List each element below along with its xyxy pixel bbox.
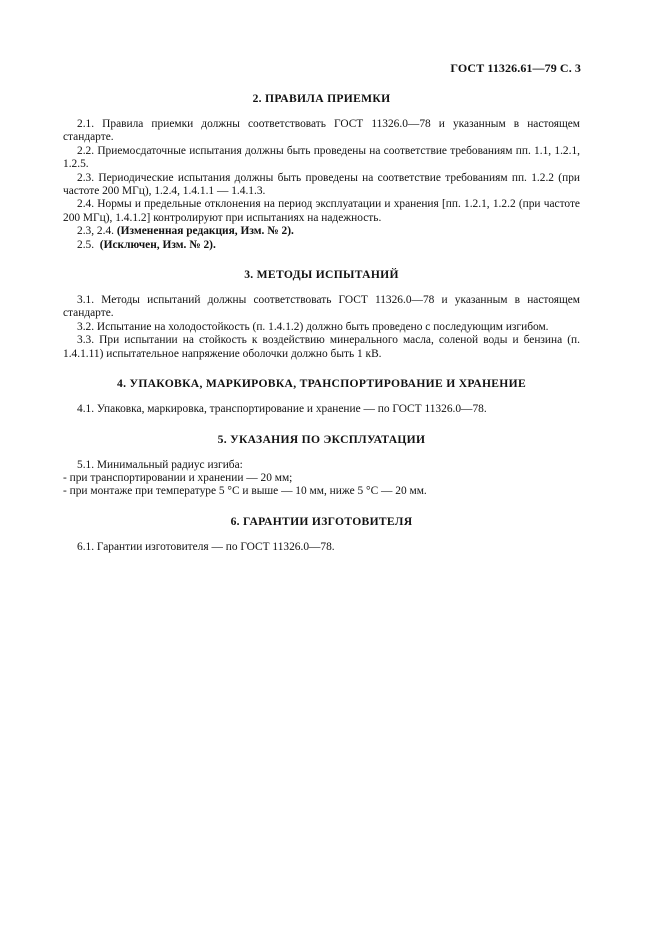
page-header: ГОСТ 11326.61—79 С. 3 (450, 61, 581, 75)
section-acceptance-rules (63, 92, 580, 252)
section-title: 5. УКАЗАНИЯ ПО ЭКСПЛУАТАЦИИ (217, 432, 426, 446)
paragraph: 3.3. При испытании на стойкость к воздействию минерального масла, соленой воды и бензина (п. 1.4.1.11) испытательное напряжение оболочки должно быть 1 кВ. (63, 334, 580, 360)
paragraph: 3.1. Методы испытаний должны соответствовать ГОСТ 11326.0—78 и указанным в настоящем стандарте. (63, 294, 580, 320)
paragraph: 4.1. Упаковка, маркировка, транспортирование и хранение — по ГОСТ 11326.0—78. (77, 403, 487, 416)
section-title: 3. МЕТОДЫ ИСПЫТАНИЙ (244, 268, 399, 282)
note-text: (Исключен, Изм. № 2). (99, 238, 216, 251)
paragraph: 2.4. Нормы и предельные отклонения на период эксплуатации и хранения [пп. 1.2.1, 1.2.2 (при частоте 200 МГц), 1.4.1.2] контролируют при испытаниях на надежность. (63, 198, 580, 224)
section-operation (63, 433, 580, 499)
section-warranty (63, 515, 580, 554)
paragraph: 6.1. Гарантии изготовителя — по ГОСТ 11326.0—78. (77, 540, 335, 553)
section-title: 6. ГАРАНТИИ ИЗГОТОВИТЕЛЯ (230, 514, 413, 528)
section-title: 4. УПАКОВКА, МАРКИРОВКА, ТРАНСПОРТИРОВАНИЕ И ХРАНЕНИЕ (117, 377, 526, 391)
section-title: 2. ПРАВИЛА ПРИЕМКИ (252, 92, 391, 105)
section-packaging (63, 377, 580, 416)
note-prefix: 2.5. (77, 238, 95, 251)
note-text: (Измененная редакция, Изм. № 2). (116, 225, 294, 238)
document-body (63, 92, 580, 570)
paragraph: 5.1. Минимальный радиус изгиба: (77, 458, 243, 471)
paragraph: 2.2. Приемосдаточные испытания должны быть проведены на соответствие требованиям пп. 1.1, 1.2.1, 1.2.5. (63, 144, 580, 171)
amendment-note (63, 225, 580, 238)
paragraph: 2.3. Периодические испытания должны быть проведены на соответствие требованиям пп. 1.2.2 (при частоте 200 МГц), 1.2.4, 1.4.1.1 — 1.4.1.3. (63, 171, 580, 198)
paragraph: 2.1. Правила приемки должны соответствовать ГОСТ 11326.0—78 и указанным в настоящем стандарте. (63, 118, 580, 144)
section-test-methods (63, 268, 580, 361)
note-prefix: 2.3, 2.4. (77, 225, 115, 238)
list-item: - при транспортировании и хранении — 20 мм; (63, 471, 293, 484)
amendment-note (63, 239, 580, 252)
list-item: - при монтаже при температуре 5 °С и выше — 10 мм, ниже 5 °С — 20 мм. (63, 485, 427, 498)
paragraph: 3.2. Испытание на холодостойкость (п. 1.4.1.2) должно быть проведено с последующим изгибом. (77, 320, 549, 333)
